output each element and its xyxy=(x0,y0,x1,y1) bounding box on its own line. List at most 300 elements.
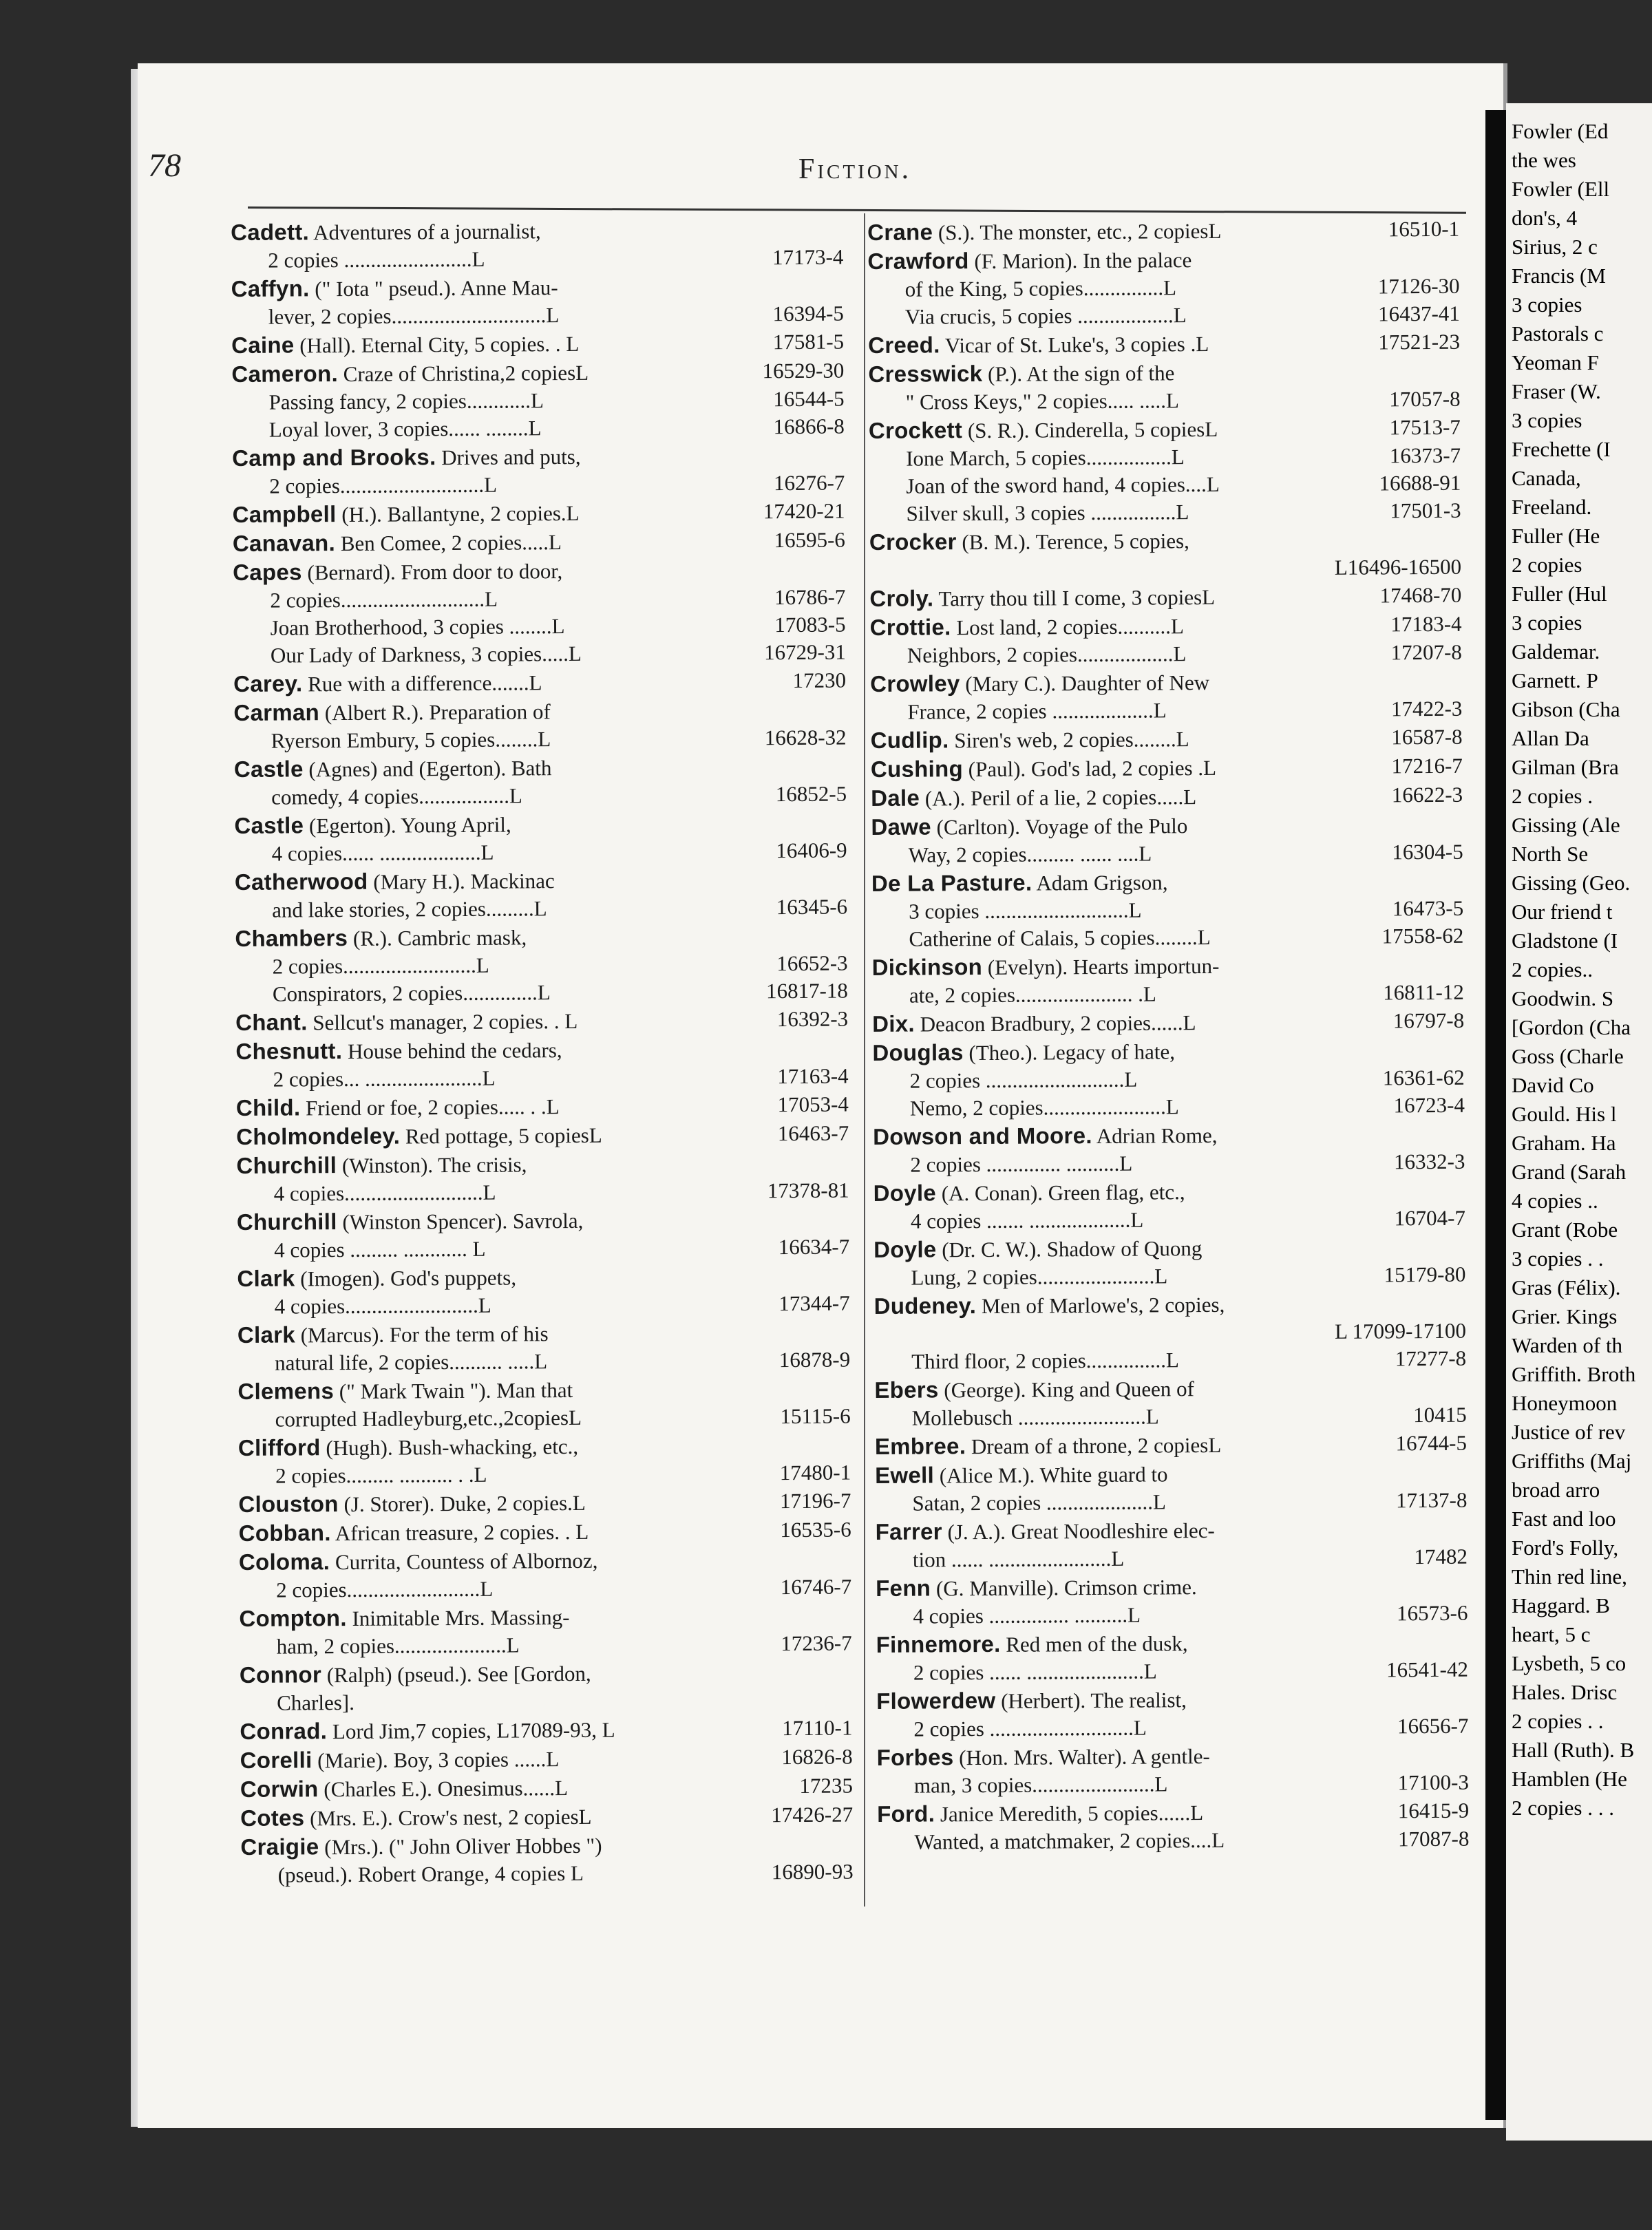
entry-line xyxy=(239,1516,851,1548)
accession-number: 17087-8 xyxy=(1397,1826,1470,1851)
title-text: 4 copies ......... ............ L xyxy=(274,1236,486,1262)
entry-text xyxy=(231,215,843,247)
title-text: (" Mark Twain "). Man that xyxy=(339,1377,573,1404)
catalog-entry xyxy=(231,272,844,331)
next-page-line: Garnett. P xyxy=(1512,668,1598,692)
author-name: Crockett xyxy=(868,417,963,443)
catalog-entry xyxy=(868,357,1460,416)
entry-line xyxy=(233,498,845,529)
entry-line xyxy=(234,809,847,840)
catalog-entry xyxy=(877,1797,1469,1856)
entry-line xyxy=(872,1036,1464,1068)
entry-line xyxy=(233,555,845,587)
entry-line xyxy=(231,300,844,331)
title-text: (Bernard). From door to door, xyxy=(307,559,563,585)
author-name: Chambers xyxy=(235,924,348,951)
entry-text xyxy=(873,1176,1465,1208)
author-name: Ford. xyxy=(877,1801,935,1827)
author-name: Doyle xyxy=(873,1236,937,1262)
left-column xyxy=(231,215,854,1890)
entry-line xyxy=(868,357,1460,389)
catalog-entry xyxy=(232,441,845,500)
entry-line xyxy=(236,1120,849,1151)
next-page-line: Frechette (I xyxy=(1512,437,1611,461)
catalog-entry xyxy=(876,1628,1468,1687)
next-page-line: [Gordon (Cha xyxy=(1512,1015,1631,1039)
catalog-entry xyxy=(871,781,1463,813)
entry-line xyxy=(240,1830,853,1862)
next-page-line: 3 copies . . xyxy=(1512,1246,1604,1271)
accession-number: 17581-5 xyxy=(772,329,845,354)
entry-text xyxy=(913,1656,1382,1686)
title-text: Men of Marlowe's, 2 copies, xyxy=(981,1292,1225,1319)
entry-text xyxy=(271,639,760,669)
author-name: Finnemore. xyxy=(876,1631,1001,1657)
catalog-entry xyxy=(875,1430,1467,1461)
entry-line xyxy=(232,441,845,473)
author-name: Fenn xyxy=(876,1575,931,1601)
title-text: (A.). Peril of a lie, 2 copies.....L xyxy=(924,785,1197,811)
entry-text xyxy=(231,357,758,389)
accession-number: 16595-6 xyxy=(774,527,845,553)
title-text: (Hall). Eternal City, 5 copies. . L xyxy=(299,331,580,358)
entry-line xyxy=(870,667,1462,699)
next-page-line: Grier. Kings xyxy=(1512,1304,1618,1328)
title-text: Red men of the dusk, xyxy=(1006,1631,1188,1657)
entry-line xyxy=(233,584,845,615)
accession-number: 16473-5 xyxy=(1392,895,1464,921)
catalog-entry xyxy=(874,1373,1466,1432)
next-page-line: Fraser (W. xyxy=(1512,379,1601,403)
title-text: Janice Meredith, 5 copies......L xyxy=(940,1801,1204,1827)
entry-text xyxy=(868,329,1374,360)
entry-line xyxy=(873,1064,1465,1095)
accession-number: 16510-1 xyxy=(1388,216,1460,242)
entry-line xyxy=(238,1403,851,1434)
entry-line xyxy=(234,724,847,755)
author-name: Cushing xyxy=(870,756,964,782)
entry-text xyxy=(906,470,1375,500)
catalog-entry xyxy=(867,244,1460,331)
catalog-entry xyxy=(235,865,847,924)
author-name: Cudlip. xyxy=(870,727,949,753)
catalog-entry xyxy=(235,1034,848,1094)
entry-text xyxy=(231,272,844,304)
accession-number: 16786-7 xyxy=(774,584,846,610)
title-text: Way, 2 copies......... ...... ....L xyxy=(908,841,1152,867)
title-text: Dream of a throne, 2 copiesL xyxy=(971,1432,1222,1459)
accession-number: 17173-4 xyxy=(772,244,844,270)
accession-number: 17216-7 xyxy=(1391,753,1463,778)
author-name: Douglas xyxy=(872,1039,964,1065)
next-page-line: 2 copies . . xyxy=(1512,1709,1604,1733)
entry-line xyxy=(875,1458,1467,1490)
accession-number: 16541-42 xyxy=(1386,1657,1468,1682)
next-page-line: Fowler (Ell xyxy=(1512,177,1610,201)
entry-line xyxy=(232,385,845,416)
next-page-line: Gissing (Ale xyxy=(1512,813,1620,837)
entry-text xyxy=(231,328,769,360)
entry-line xyxy=(876,1543,1468,1574)
entry-line xyxy=(233,611,846,642)
entry-line xyxy=(237,1177,849,1208)
entry-line xyxy=(240,1743,853,1775)
author-name: Cresswick xyxy=(868,360,983,387)
entry-line xyxy=(869,525,1461,557)
title-text: (Mary H.). Mackinac xyxy=(373,869,555,894)
author-name: Conrad. xyxy=(240,1718,328,1744)
entry-text xyxy=(910,1064,1379,1094)
author-name: Canavan. xyxy=(232,530,336,556)
title-text: 2 copies......... .......... . .L xyxy=(275,1462,487,1488)
entry-line xyxy=(876,1684,1468,1716)
entry-line xyxy=(236,1091,849,1123)
title-text: Adventures of a journalist, xyxy=(313,219,541,245)
author-name: Cadett. xyxy=(231,219,310,245)
entry-line xyxy=(231,272,844,304)
entry-text xyxy=(271,780,772,811)
entry-line xyxy=(870,610,1462,642)
entry-text xyxy=(237,1374,850,1406)
title-text: (Evelyn). Hearts importun- xyxy=(987,953,1220,979)
next-page-line: Justice of rev xyxy=(1512,1420,1626,1444)
title-text: Lung, 2 copies......................L xyxy=(911,1264,1168,1290)
entry-text xyxy=(874,1318,1331,1348)
catalog-entry xyxy=(237,1205,849,1264)
catalog-entry xyxy=(236,1149,849,1208)
title-text: 2 copies .............. ..........L xyxy=(910,1151,1133,1177)
entry-text xyxy=(910,1092,1390,1122)
entry-text xyxy=(272,837,772,867)
entry-line xyxy=(869,469,1461,500)
next-page-line: Fowler (Ed xyxy=(1512,119,1609,143)
entry-line xyxy=(875,1487,1467,1518)
entry-line xyxy=(239,1573,851,1604)
entry-text xyxy=(872,1007,1389,1039)
title-text: Conspirators, 2 copies..............L xyxy=(272,980,551,1006)
entry-text xyxy=(875,1430,1392,1461)
entry-text xyxy=(236,1149,849,1180)
entry-text xyxy=(867,244,1459,276)
catalog-entry xyxy=(869,414,1461,528)
catalog-entry xyxy=(239,1545,851,1604)
entry-text xyxy=(274,1177,763,1207)
title-text: Third floor, 2 copies...............L xyxy=(911,1348,1180,1374)
accession-number: 16587-8 xyxy=(1391,724,1463,750)
next-page-line: 3 copies xyxy=(1512,610,1582,635)
catalog-entry xyxy=(233,696,846,755)
next-page-line: Canada, xyxy=(1512,466,1581,490)
entry-text xyxy=(913,1543,1410,1573)
author-name: Dawe xyxy=(871,814,931,840)
entry-text xyxy=(237,1262,849,1293)
author-name: Embree. xyxy=(874,1433,966,1459)
entry-line xyxy=(871,838,1463,869)
entry-text xyxy=(237,1205,849,1237)
author-name: Carman xyxy=(233,699,320,725)
entry-text xyxy=(275,1290,775,1320)
catalog-entry xyxy=(239,1516,851,1548)
entry-text xyxy=(905,273,1374,304)
author-name: Caffyn. xyxy=(231,275,310,301)
author-name: Connor xyxy=(239,1661,322,1688)
entry-text xyxy=(872,951,1464,982)
title-text: House behind the cedars, xyxy=(347,1038,562,1063)
entry-text xyxy=(871,810,1463,842)
accession-number: 17235 xyxy=(799,1773,854,1798)
title-text: 2 copies ...... ......................L xyxy=(913,1659,1157,1685)
accession-number: 16276-7 xyxy=(773,470,845,496)
entry-text xyxy=(877,1797,1394,1829)
author-name: Catherwood xyxy=(234,868,368,895)
accession-number: 17137-8 xyxy=(1395,1487,1468,1513)
author-name: Corelli xyxy=(240,1747,313,1773)
next-page-line: 3 copies xyxy=(1512,293,1582,317)
title-text: Ben Comee, 2 copies.....L xyxy=(340,530,562,556)
catalog-entry xyxy=(233,667,846,699)
entry-line xyxy=(235,977,848,1008)
entry-line xyxy=(237,1318,850,1350)
accession-number: 15179-80 xyxy=(1384,1262,1466,1287)
accession-number: 16723-4 xyxy=(1393,1092,1465,1118)
accession-number: 17083-5 xyxy=(774,612,846,637)
title-text: Craze of Christina,2 copiesL xyxy=(343,360,589,387)
catalog-entry xyxy=(876,1515,1468,1574)
catalog-entry xyxy=(231,215,843,275)
author-name: Clemens xyxy=(237,1378,335,1404)
entry-text xyxy=(872,1036,1464,1068)
title-text: Deacon Bradbury, 2 copies......L xyxy=(920,1010,1196,1037)
accession-number: 16704-7 xyxy=(1394,1205,1465,1231)
entry-line xyxy=(239,1545,851,1577)
accession-number: 17378-81 xyxy=(767,1178,849,1203)
entry-line xyxy=(868,328,1460,360)
catalog-entry xyxy=(871,810,1463,869)
entry-line xyxy=(868,300,1460,331)
next-page-line: Galdemar. xyxy=(1512,639,1600,663)
author-name: Chant. xyxy=(235,1009,308,1035)
accession-number: 17236-7 xyxy=(781,1631,852,1656)
title-text: 2 copies... ......................L xyxy=(273,1065,496,1092)
entry-text xyxy=(870,667,1462,699)
title-text: Loyal lover, 3 copies...... ........L xyxy=(268,416,542,442)
next-page-line: Grant (Robe xyxy=(1512,1218,1618,1242)
title-text: (Charles E.). Onesimus......L xyxy=(324,1776,569,1802)
catalog-entry xyxy=(233,555,846,670)
title-text: Charles]. xyxy=(277,1690,355,1715)
entry-text xyxy=(914,1769,1394,1799)
entry-text xyxy=(239,1602,851,1633)
catalog-entry xyxy=(239,1602,851,1661)
entry-line xyxy=(233,527,845,558)
entry-text xyxy=(233,667,789,699)
author-name: Castle xyxy=(233,756,304,782)
entry-line xyxy=(240,1686,852,1717)
accession-number: 16656-7 xyxy=(1397,1713,1469,1739)
entry-line xyxy=(233,696,846,728)
catalog-entry xyxy=(237,1374,850,1434)
entry-text xyxy=(912,1401,1410,1432)
title-text: 4 copies..........................L xyxy=(273,1180,496,1206)
author-name: Churchill xyxy=(236,1209,337,1235)
author-name: Clouston xyxy=(238,1491,339,1517)
next-page-line: Fuller (He xyxy=(1512,524,1600,548)
author-name: Dale xyxy=(871,785,920,811)
next-page-line: Hamblen (He xyxy=(1512,1767,1627,1791)
title-text: (G. Manville). Crimson crime. xyxy=(935,1575,1197,1601)
author-name: Croly. xyxy=(869,585,934,611)
accession-number: 17501-3 xyxy=(1390,498,1461,523)
entry-line xyxy=(873,1176,1465,1208)
title-text: Vicar of St. Luke's, 3 copies .L xyxy=(944,331,1209,358)
entry-line xyxy=(869,553,1461,584)
title-text: Wanted, a matchmaker, 2 copies....L xyxy=(914,1827,1225,1854)
page-number: 78 xyxy=(148,147,181,184)
entry-line xyxy=(873,1204,1465,1235)
accession-number: 16878-9 xyxy=(779,1347,851,1372)
entry-text xyxy=(269,385,770,416)
next-page-fragment xyxy=(1506,103,1652,2141)
accession-number: 16652-3 xyxy=(776,951,848,976)
next-page-line: 4 copies .. xyxy=(1512,1189,1598,1213)
accession-number: 15115-6 xyxy=(780,1403,851,1429)
entry-line xyxy=(876,1600,1468,1631)
accession-number: 17183-4 xyxy=(1390,611,1462,637)
catalog-entry xyxy=(871,723,1463,755)
entry-text xyxy=(268,244,768,274)
author-name: Crocker xyxy=(869,529,957,555)
title-text: (Agnes) and (Egerton). Bath xyxy=(308,756,552,782)
accession-number: 16463-7 xyxy=(777,1121,849,1146)
next-page-line: Fuller (Hul xyxy=(1512,582,1607,606)
entry-line xyxy=(235,922,847,953)
title-text: tion ...... .......................L xyxy=(912,1546,1125,1572)
entry-text xyxy=(240,1714,778,1746)
author-name: Forbes xyxy=(876,1744,954,1770)
accession-number: 16622-3 xyxy=(1391,782,1463,807)
title-text: (J. A.). Great Noodleshire elec- xyxy=(947,1518,1215,1544)
next-page-line: 2 copies . xyxy=(1512,784,1593,808)
accession-number: 16866-8 xyxy=(773,414,845,439)
title-text: (A. Conan). Green flag, etc., xyxy=(941,1180,1185,1206)
entry-line xyxy=(231,357,844,389)
author-name: Clifford xyxy=(237,1434,321,1461)
title-text: (Hugh). Bush-whacking, etc., xyxy=(326,1434,579,1461)
catalog-entry xyxy=(870,667,1462,726)
accession-number: 17344-7 xyxy=(779,1291,850,1316)
entry-text xyxy=(868,357,1460,389)
entry-text xyxy=(271,724,761,754)
accession-number: 17558-62 xyxy=(1381,923,1464,948)
entry-text xyxy=(907,639,1387,669)
title-text: corrupted Hadleyburg,etc.,2copiesL xyxy=(275,1405,582,1432)
title-text: (Albert R.). Preparation of xyxy=(324,699,551,725)
entry-line xyxy=(869,414,1461,445)
entry-text xyxy=(236,1120,774,1151)
entry-line xyxy=(237,1233,849,1264)
entry-text xyxy=(869,582,1375,613)
entry-line xyxy=(235,893,847,924)
entry-text xyxy=(906,497,1386,527)
next-page-line: Gladstone (I xyxy=(1512,928,1618,953)
catalog-entry xyxy=(240,1801,853,1833)
accession-number: 17426-27 xyxy=(771,1802,854,1827)
accession-number: 16304-5 xyxy=(1392,839,1463,864)
title-text: Inimitable Mrs. Massing- xyxy=(352,1605,570,1631)
book-gutter xyxy=(1485,110,1506,2120)
entry-line xyxy=(876,1628,1468,1659)
title-text: ate, 2 copies...................... .L xyxy=(909,981,1157,1008)
accession-number: 17110-1 xyxy=(782,1715,853,1741)
entry-text xyxy=(276,1573,776,1604)
title-text: 2 copies.........................L xyxy=(276,1576,494,1602)
next-page-line: Honeymoon xyxy=(1512,1391,1618,1415)
entry-line xyxy=(867,244,1459,276)
accession-number: 16394-5 xyxy=(772,301,844,326)
entry-line xyxy=(874,1289,1466,1321)
title-text: Lord Jim,7 copies, L17089-93, L xyxy=(332,1717,615,1744)
author-name: Cotes xyxy=(240,1805,305,1831)
author-name: Dowson and Moore. xyxy=(873,1123,1092,1149)
entry-text xyxy=(269,413,770,443)
entry-text xyxy=(875,1458,1467,1490)
entry-text xyxy=(240,1830,853,1862)
next-page-line: Graham. Ha xyxy=(1512,1131,1616,1155)
title-text: Neighbors, 2 copies..................L xyxy=(907,641,1187,668)
catalog-entry xyxy=(874,1289,1467,1376)
title-text: lever, 2 copies.............................L xyxy=(268,303,560,329)
entry-text xyxy=(871,867,1463,898)
entry-text xyxy=(877,1741,1469,1772)
entry-line xyxy=(231,328,844,360)
title-text: (J. Storer). Duke, 2 copies.L xyxy=(343,1490,586,1517)
right-column xyxy=(867,215,1470,1857)
title-text: Nemo, 2 copies.......................L xyxy=(909,1094,1179,1121)
title-text: (Herbert). The realist, xyxy=(1001,1688,1187,1713)
next-page-line: North Se xyxy=(1512,842,1589,866)
author-name: Churchill xyxy=(236,1152,337,1178)
entry-line xyxy=(870,695,1462,726)
next-page-line: Hales. Drisc xyxy=(1512,1680,1618,1704)
title-text: Friend or foe, 2 copies..... . .L xyxy=(305,1094,560,1121)
next-page-line: Griffiths (Maj xyxy=(1512,1449,1632,1473)
entry-line xyxy=(868,273,1460,304)
next-page-line: Thin red line, xyxy=(1512,1564,1627,1589)
title-text: (P.). At the sign of the xyxy=(988,361,1175,386)
entry-line xyxy=(871,810,1463,842)
title-text: Silver skull, 3 copies ................L xyxy=(906,500,1189,526)
entry-line xyxy=(238,1459,851,1490)
entry-text xyxy=(876,1628,1468,1659)
catalog-entry xyxy=(238,1431,851,1490)
entry-line xyxy=(241,1858,854,1889)
entry-text xyxy=(907,695,1387,725)
author-name: Farrer xyxy=(875,1518,942,1544)
entry-line xyxy=(232,413,845,444)
next-page-line: Gould. His l xyxy=(1512,1102,1617,1126)
catalog-entry xyxy=(870,610,1462,670)
entry-line xyxy=(233,667,846,699)
accession-number: 17482 xyxy=(1414,1544,1468,1569)
title-text: Siren's web, 2 copies........L xyxy=(954,727,1189,753)
catalog-entry xyxy=(234,809,847,868)
title-text: (Hon. Mrs. Walter). A gentle- xyxy=(959,1744,1210,1770)
author-name: Chesnutt. xyxy=(235,1038,343,1064)
author-name: Dickinson xyxy=(871,954,983,980)
next-page-line: Francis (M xyxy=(1512,264,1606,288)
author-name: Craigie xyxy=(240,1834,319,1860)
catalog-entry xyxy=(869,525,1461,584)
